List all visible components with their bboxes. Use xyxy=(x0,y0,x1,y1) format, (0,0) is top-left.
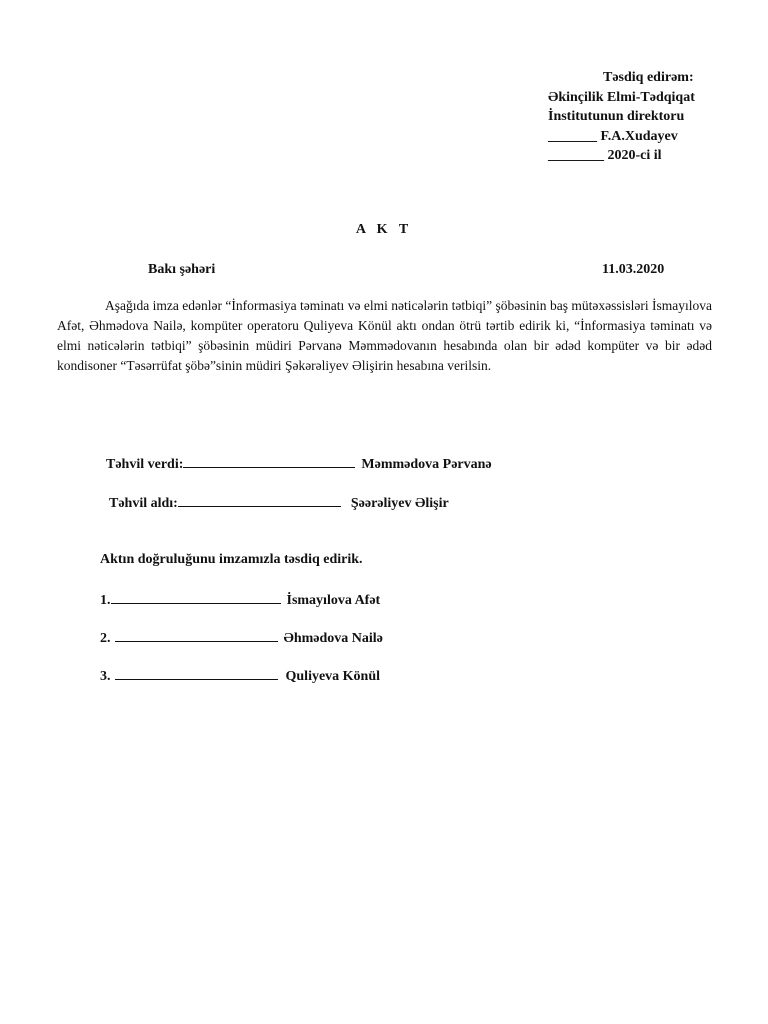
signatory-name: Əhmədova Nailə xyxy=(283,631,383,646)
signatory-row xyxy=(100,629,383,647)
approval-block xyxy=(548,68,695,166)
signature-line xyxy=(115,667,278,680)
document-date: 11.03.2020 xyxy=(602,262,665,277)
document-city: Bakı şəhəri xyxy=(148,262,216,277)
act-body-paragraph: Aşağıda imza edənlər “İnformasiya təminatı və elmi nəticələrin tətbiqi” şöbəsinin baş mütəxəssisləri İsmayılova Afət, Əhmədova Nailə, kompüter operatoru Quliyeva Könül aktı ondan ötrü tərtib edirik ki, “İnformasiya təminatı və elmi nəticələrin tətbiqi” şöbəsinin müdiri Pərvanə Məmmədovanın hesabında olan bir ədəd kompüter və bir ədəd kondisoner “Təsərrüfat şöbə”sinin müdiri Şəkərəliyev Əlişirin hesabına verilsin. xyxy=(57,298,712,373)
signature-line xyxy=(111,591,281,604)
signatory-number: 2. xyxy=(100,631,111,646)
signature-line xyxy=(115,629,278,642)
signatory-name: İsmayılova Afət xyxy=(286,593,381,608)
approval-institute: Əkinçilik Elmi-Tədqiqat xyxy=(548,89,695,105)
handover-gave-name: Məmmədova Pərvanə xyxy=(361,457,492,472)
signatory-number: 3. xyxy=(100,669,111,684)
approval-year: ________ 2020-ci il xyxy=(548,148,662,163)
handover-received-label: Təhvil aldı: xyxy=(109,496,178,511)
approval-position: İnstitutunun direktoru xyxy=(548,109,685,124)
approval-director-signature: _______ F.A.Xudayev xyxy=(548,128,678,144)
handover-gave-label: Təhvil verdi: xyxy=(106,457,184,472)
signatory-row xyxy=(100,667,380,685)
signatory-name: Quliyeva Könül xyxy=(285,669,381,684)
handover-received-name: Şəərəliyev Əlişir xyxy=(350,496,449,511)
signature-line xyxy=(178,494,341,507)
signatory-row xyxy=(100,591,380,609)
signature-line xyxy=(183,455,355,468)
confirmation-statement: Aktın doğruluğunu imzamızla təsdiq edirik. xyxy=(100,552,363,567)
handover-received-row xyxy=(109,494,449,512)
handover-gave-row xyxy=(106,455,492,473)
signatory-number: 1. xyxy=(100,593,111,608)
approval-heading: Təsdiq edirəm: xyxy=(603,70,694,85)
document-title: A K T xyxy=(355,222,413,237)
